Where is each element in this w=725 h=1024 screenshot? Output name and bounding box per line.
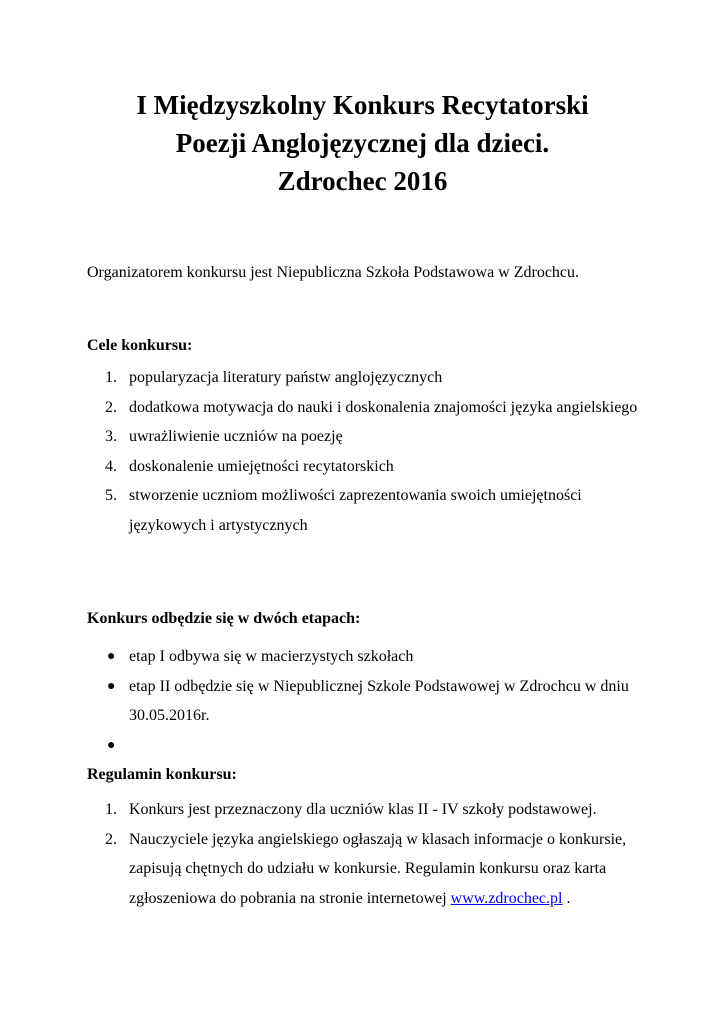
rules-item-text: Konkurs jest przeznaczony dla uczniów klas II - IV szkoły podstawowej. [129,801,597,818]
stages-item [87,672,647,731]
bullet-icon: ● [107,678,116,694]
goals-item-number: 4. [105,457,117,475]
title-line-1: I Międzyszkolny Konkurs Recytatorski [136,90,589,120]
goals-list [87,363,647,540]
stages-heading: Konkurs odbędzie się w dwóch etapach: [87,610,361,627]
intro-paragraph [87,258,647,287]
intro-text: Organizatorem konkursu jest Niepubliczna Szkoła Podstawowa w Zdrochcu. [87,264,580,281]
rules-item-text: Nauczyciele języka angielskiego ogłaszają w klasach informacje o konkursie, zapisują chętnych do udziału w konkursie. Regulamin konkursu oraz karta zgłoszeniowa do pobrania na stronie internetowej [129,830,627,907]
rules-item [87,795,647,825]
stages-item-text: etap II odbędzie się w Niepublicznej Szkole Podstawowej w Zdrochcu w dniu 30.05.2016r. [129,677,629,724]
bullet-icon: ● [107,737,116,753]
rules-item-number: 2. [105,830,117,848]
stages-section [87,604,647,760]
goals-item-number: 5. [105,487,117,504]
rules-item-number: 1. [105,801,117,818]
goals-item-text: dodatkowa motywacja do nauki i doskonalenia znajomości języka angielskiego [129,398,638,416]
goals-item-text: stworzenie uczniom możliwości zaprezentowania swoich umiejętności językowych i artystycznych [129,487,582,534]
goals-item-text: popularyzacja literatury państw anglojęzycznych [129,369,443,386]
goals-section [87,331,647,540]
stages-item-empty [87,731,647,761]
goals-item-text: doskonalenie umiejętności recytatorskich [129,457,394,475]
goals-item [87,422,647,452]
rules-list [87,795,647,913]
document-title [0,86,725,200]
bullet-icon: ● [107,649,116,664]
goals-item [87,481,647,540]
title-line-3: Zdrochec 2016 [277,166,448,196]
goals-item [87,452,647,482]
stages-item [87,642,647,672]
website-link[interactable]: www.zdrochec.pl [450,889,563,907]
goals-item-number: 1. [105,369,117,386]
goals-item-number: 3. [105,428,117,445]
title-line-2: Poezji Anglojęzycznej dla dzieci. [175,128,550,158]
goals-item [87,363,647,393]
goals-heading: Cele konkursu: [87,337,193,354]
rules-item-trail: . [562,889,571,907]
goals-item [87,393,647,423]
rules-item [87,825,647,914]
goals-item-number: 2. [105,398,117,416]
rules-section [87,760,647,913]
stages-item-text: etap I odbywa się w macierzystych szkołach [129,648,414,665]
rules-heading: Regulamin konkursu: [87,766,237,783]
stages-list [87,642,647,760]
goals-item-text: uwrażliwienie uczniów na poezję [129,428,343,445]
